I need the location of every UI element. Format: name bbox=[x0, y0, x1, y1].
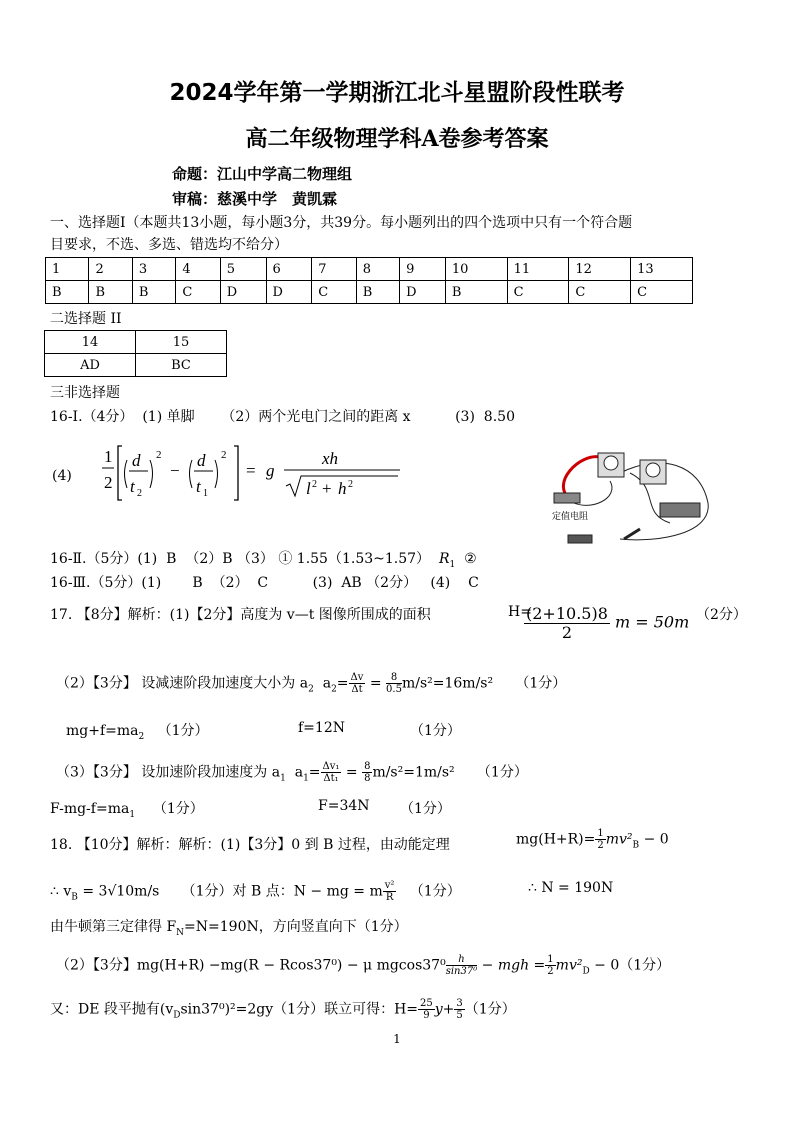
q-number: 10 bbox=[445, 258, 507, 281]
switch-icon bbox=[624, 529, 640, 539]
q-answer: D bbox=[266, 281, 312, 304]
q17-score: （2分） bbox=[696, 607, 747, 623]
q-answer: D bbox=[220, 281, 266, 304]
circuit-label: 定值电阻 bbox=[552, 512, 589, 522]
mc-number-row bbox=[46, 258, 693, 281]
svg-text:1: 1 bbox=[104, 447, 113, 466]
section2-heading: 二选择题 II bbox=[50, 311, 122, 327]
svg-text:2: 2 bbox=[104, 473, 113, 492]
q-number: 13 bbox=[631, 258, 693, 281]
q17-2-line1: （2）【3分】 设减速阶段加速度大小为 $a_2$ $a_2=$ $\frac{\Delta v}{\Delta t}$ = $\frac{8}{0.5}$ m/s²=16m/s² （1分） bbox=[56, 672, 567, 695]
svg-text:2: 2 bbox=[156, 449, 162, 461]
q17-formula: $\frac{(2+10.5)8}{2}$ m = 50m bbox=[526, 604, 690, 642]
q-answer: B bbox=[46, 281, 89, 304]
q17-heading: 17. 【8分】解析：(1)【2分】高度为 v—t 图像所围成的面积 bbox=[50, 607, 431, 623]
svg-text:g: g bbox=[266, 461, 275, 480]
q17-2-f: f=12N bbox=[298, 720, 345, 736]
q-answer: B bbox=[445, 281, 507, 304]
q-answer: C bbox=[312, 281, 356, 304]
q-answer: C bbox=[176, 281, 220, 304]
q-number: 6 bbox=[266, 258, 312, 281]
svg-text:xh: xh bbox=[322, 449, 339, 468]
svg-text:2: 2 bbox=[221, 449, 227, 461]
q16-1-4-label: (4) bbox=[52, 468, 72, 484]
svg-text:d: d bbox=[197, 451, 206, 470]
q18-eq1: mg(H+R)= $\frac{1}{2}$ $mv^2_B - 0$ bbox=[516, 828, 669, 851]
svg-text:2: 2 bbox=[348, 479, 353, 490]
reviewer-line: 审稿：慈溪中学 黄凯霖 bbox=[172, 190, 338, 208]
svg-text:t: t bbox=[196, 477, 201, 496]
author-line: 命题：江山中学高二物理组 bbox=[172, 165, 353, 183]
svg-text:+: + bbox=[322, 479, 332, 498]
q18-2: （2）【3分】mg(H+R) −mg(R − Rcos37⁰) − μ mgcos37⁰ $\frac{h}{\text{sin37⁰}}$ − mgh = $\frac{1}{2}$ $mv^2_D - 0(1$分） bbox=[56, 954, 671, 977]
q-number: 11 bbox=[507, 258, 569, 281]
q-number: 2 bbox=[89, 258, 132, 281]
svg-text:=: = bbox=[246, 461, 256, 480]
q18-heading: 18. 【10分】解析：解析：(1)【3分】0 到 B 过程，由动能定理 bbox=[50, 837, 450, 853]
mc2-answer-table bbox=[44, 330, 227, 377]
q-number: 14 bbox=[45, 331, 136, 354]
q16-2-answer: 16-Ⅱ.（5分）(1) B （2）B （3） ① 1.55（1.53~1.57） $R_1$ ② bbox=[50, 551, 477, 570]
q-answer: C bbox=[507, 281, 569, 304]
mc2-number-row bbox=[45, 331, 227, 354]
svg-text:l: l bbox=[306, 479, 311, 498]
svg-text:2: 2 bbox=[312, 479, 317, 490]
svg-text:t: t bbox=[130, 477, 135, 496]
q-answer: C bbox=[569, 281, 631, 304]
q-number: 8 bbox=[356, 258, 399, 281]
q-number: 4 bbox=[176, 258, 220, 281]
q-number: 15 bbox=[136, 331, 227, 354]
section3-heading: 三非选择题 bbox=[50, 385, 120, 401]
q18-N: ∴ N = 190N bbox=[528, 880, 614, 896]
formula-q16-4 bbox=[100, 440, 410, 510]
resistor-icon bbox=[554, 493, 580, 503]
page-number: 1 bbox=[393, 1032, 401, 1046]
battery-icon bbox=[568, 535, 592, 543]
svg-text:h: h bbox=[338, 479, 347, 498]
rheostat-icon bbox=[660, 503, 700, 517]
q17-3-F-score: （1分） bbox=[400, 801, 451, 817]
q-number: 9 bbox=[400, 258, 446, 281]
document-subtitle: 高二年级物理学科A卷参考答案 bbox=[245, 126, 549, 152]
q17-3-line1: （3）【3分】 设加速阶段加速度为 $a_1$ $a_1=$ $\frac{\text{Δv₁}}{\text{Δt₁}}$ = $\frac{8}{8}$ m/s²=1m/s² （1分） bbox=[56, 761, 528, 784]
q-number: 5 bbox=[220, 258, 266, 281]
q17-3-F: F=34N bbox=[318, 798, 370, 814]
mc2-answer-row bbox=[45, 354, 227, 377]
svg-text:2: 2 bbox=[137, 488, 142, 499]
q-answer: B bbox=[89, 281, 132, 304]
q-answer: B bbox=[132, 281, 175, 304]
q-number: 3 bbox=[132, 258, 175, 281]
document-title: 2024学年第一学期浙江北斗星盟阶段性联考 bbox=[169, 80, 625, 106]
q18-3: 又：DE 段平抛有$(v_D\sin 37^0)^2=2gy(1$分）联立可得：H= $\frac{25}{9}$ y+ $\frac{3}{5}$ （1分） bbox=[50, 998, 516, 1021]
svg-text:−: − bbox=[170, 461, 180, 480]
svg-text:d: d bbox=[132, 451, 141, 470]
q17-3-line2: $F-mg-f=ma_1$ （1分） bbox=[50, 801, 204, 820]
svg-text:1: 1 bbox=[203, 488, 208, 499]
q-number: 7 bbox=[312, 258, 356, 281]
mc-answer-table bbox=[45, 257, 693, 304]
q-answer: D bbox=[400, 281, 446, 304]
q16-3-answer: 16-Ⅲ.（5分）(1) B （2） C (3) AB （2分） (4) C bbox=[50, 575, 479, 591]
q-number: 12 bbox=[569, 258, 631, 281]
q-answer: AD bbox=[45, 354, 136, 377]
q18-newton: 由牛顿第三定律得 $F_N=N=190N$，方向竖直向下（1分） bbox=[50, 919, 408, 938]
q17-2-f-score: （1分） bbox=[410, 723, 461, 739]
q-number: 1 bbox=[46, 258, 89, 281]
q18-vb: ∴ $v_B = 3√10m/s$ （1分）对 B 点：N − mg = m $\frac{\text{v²}}{R}$ （1分） bbox=[50, 880, 461, 903]
section1-heading-1: 一、选择题Ⅰ（本题共13小题，每小题3分，共39分。每小题列出的四个选项中只有一个符合题 bbox=[50, 215, 633, 231]
circuit-diagram bbox=[540, 443, 715, 555]
q16-1-answer: 16-Ⅰ.（4分） (1) 单脚 （2）两个光电门之间的距离 x (3) 8.50 bbox=[50, 409, 515, 425]
mc-answer-row bbox=[46, 281, 693, 304]
q-answer: B bbox=[356, 281, 399, 304]
q-answer: C bbox=[631, 281, 693, 304]
q17-2-line2: $mg+f=ma_2$ （1分） bbox=[66, 723, 209, 742]
section1-heading-2: 目要求，不选、多选、错选均不给分） bbox=[50, 237, 288, 253]
q-answer: BC bbox=[136, 354, 227, 377]
q17-H: H= bbox=[508, 604, 532, 620]
